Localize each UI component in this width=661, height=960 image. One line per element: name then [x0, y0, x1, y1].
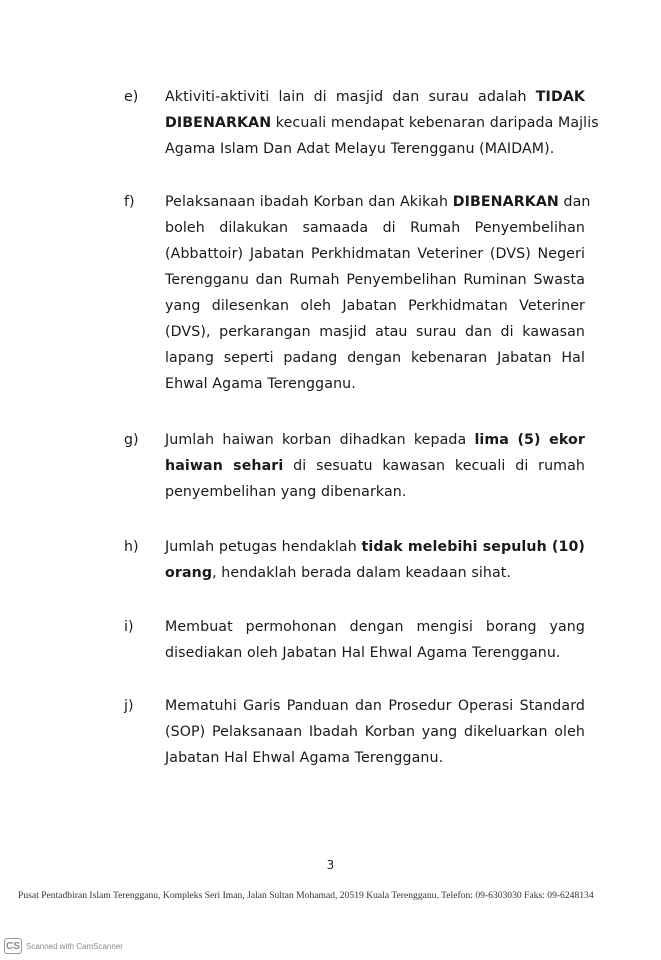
- text-run: Aktiviti-aktiviti lain di masjid dan surau adalah: [165, 89, 536, 105]
- text-line: [165, 453, 585, 479]
- item-label: g): [124, 432, 139, 448]
- text-run: Jumlah petugas hendaklah: [165, 539, 362, 555]
- text-run: (SOP) Pelaksanaan Ibadah Korban yang dikeluarkan oleh: [165, 724, 585, 740]
- text-line: [165, 560, 585, 586]
- text-run: Jabatan Hal Ehwal Agama Terengganu.: [165, 750, 444, 766]
- text-line: [165, 693, 585, 719]
- text-line: [165, 719, 585, 745]
- item-label: h): [124, 539, 139, 555]
- item-label: f): [124, 194, 135, 210]
- text-run: penyembelihan yang dibenarkan.: [165, 484, 407, 500]
- text-line: [165, 241, 585, 267]
- text-run: , hendaklah berada dalam keadaan sihat.: [212, 565, 512, 581]
- text-line: [165, 215, 585, 241]
- item-text: [165, 614, 585, 666]
- item-text: [165, 534, 585, 586]
- text-line: [165, 136, 585, 162]
- item-text: [165, 693, 585, 771]
- bold-text: DIBENARKAN: [452, 194, 559, 210]
- item-text: [165, 84, 599, 162]
- text-line: [165, 267, 585, 293]
- text-run: Jumlah haiwan korban dihadkan kepada: [165, 432, 475, 448]
- text-run: lapang seperti padang dengan kebenaran Jabatan Hal: [165, 350, 585, 366]
- scanner-watermark: [4, 938, 123, 954]
- item-label: e): [124, 89, 139, 105]
- text-line: [165, 293, 585, 319]
- text-line: [165, 479, 585, 505]
- text-line: [165, 427, 585, 453]
- text-run: boleh dilakukan samaada di Rumah Penyembelihan: [165, 220, 585, 236]
- page-footer: Pusat Pentadbiran Islam Terengganu, Kompleks Seri Iman, Jalan Sultan Mohamad, 20519 Kuala Terengganu. Telefon: 09-6303030 Faks: 09-6248134: [18, 890, 594, 901]
- text-run: (DVS), perkarangan masjid atau surau dan di kawasan: [165, 324, 585, 340]
- text-line: [165, 745, 585, 771]
- item-text: [165, 189, 591, 397]
- text-run: di sesuatu kawasan kecuali di rumah: [283, 458, 585, 474]
- text-run: (Abbattoir) Jabatan Perkhidmatan Veteriner (DVS) Negeri: [165, 246, 585, 262]
- bold-text: orang: [165, 565, 213, 581]
- text-run: Mematuhi Garis Panduan dan Prosedur Operasi Standard: [165, 698, 585, 714]
- text-run: Ehwal Agama Terengganu.: [165, 376, 356, 392]
- text-run: Terengganu dan Rumah Penyembelihan Ruminan Swasta: [165, 272, 585, 288]
- text-line: [165, 371, 585, 397]
- text-run: dan: [558, 194, 591, 210]
- bold-text: lima (5) ekor: [474, 432, 585, 448]
- text-line: [165, 640, 585, 666]
- text-line: [165, 110, 599, 136]
- text-run: Membuat permohonan dengan mengisi borang yang: [165, 619, 585, 635]
- text-run: disediakan oleh Jabatan Hal Ehwal Agama Terengganu.: [165, 645, 561, 661]
- bold-text: TIDAK: [535, 89, 585, 105]
- text-line: [165, 534, 585, 560]
- text-line: [165, 345, 585, 371]
- item-label: j): [124, 698, 134, 714]
- text-run: kecuali mendapat kebenaran daripada Majlis: [271, 115, 599, 131]
- item-text: [165, 427, 585, 505]
- page-number: 3: [326, 858, 335, 872]
- camscanner-logo-icon: CS: [4, 938, 22, 954]
- bold-text: DIBENARKAN: [165, 115, 272, 131]
- text-run: Pelaksanaan ibadah Korban dan Akikah: [165, 194, 453, 210]
- bold-text: haiwan sehari: [165, 458, 284, 474]
- bold-text: tidak melebihi sepuluh (10): [361, 539, 585, 555]
- text-line: [165, 189, 591, 215]
- text-run: Agama Islam Dan Adat Melayu Terengganu (MAIDAM).: [165, 141, 555, 157]
- text-run: yang dilesenkan oleh Jabatan Perkhidmatan Veteriner: [165, 298, 585, 314]
- item-label: i): [124, 619, 134, 635]
- scanner-text: Scanned with CamScanner: [26, 941, 123, 951]
- text-line: [165, 84, 585, 110]
- text-line: [165, 614, 585, 640]
- text-line: [165, 319, 585, 345]
